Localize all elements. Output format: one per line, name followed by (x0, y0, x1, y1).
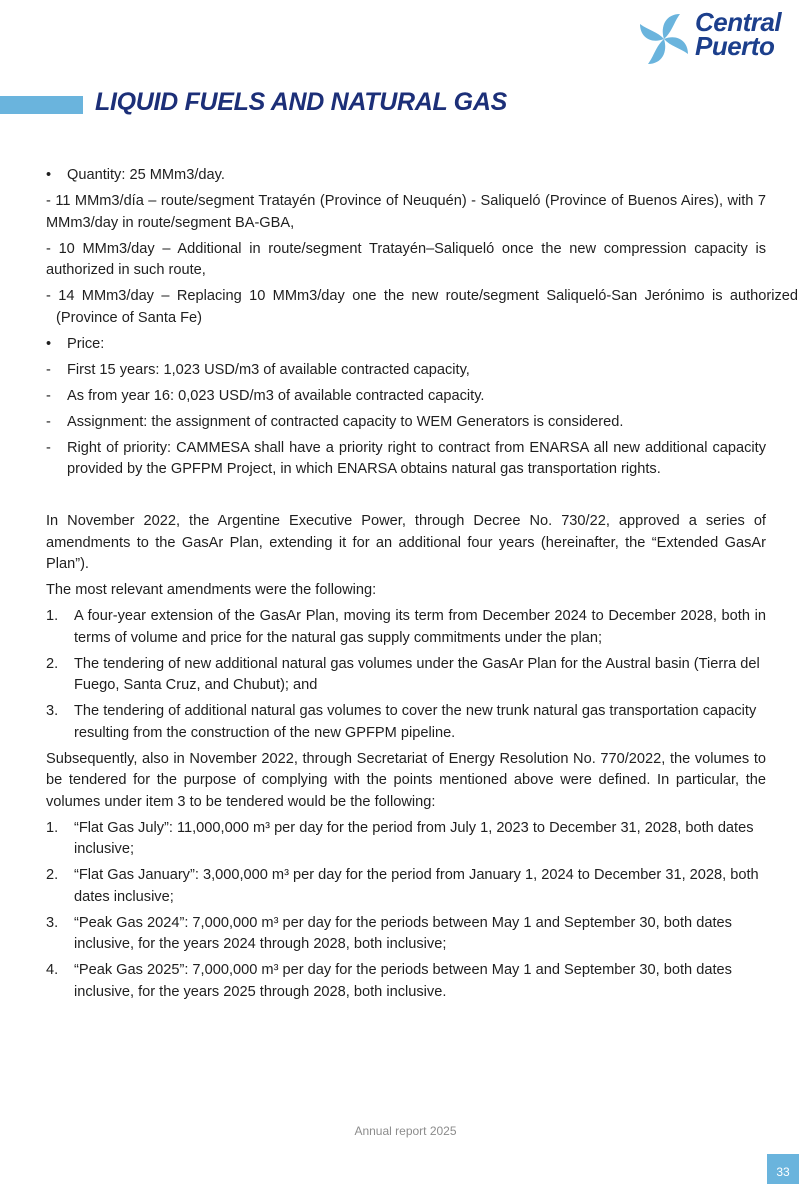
dash-marker: - (46, 439, 51, 456)
price-text-1: First 15 years: 1,023 USD/m3 of available contracted capacity, (67, 361, 470, 378)
volume-text: “Peak Gas 2024”: 7,000,000 m³ per day for the periods between May 1 and September 30, both dates inclusive, for the years 2024 through 2028, both inclusive; (74, 914, 732, 952)
central-puerto-logo (638, 8, 803, 70)
price-item-2 (46, 386, 766, 408)
pinwheel-icon (638, 10, 690, 68)
brand-line-1: Central (695, 7, 782, 37)
amendment-item (46, 606, 766, 649)
dash-marker: - (46, 387, 51, 404)
bullet-marker: • (46, 167, 52, 183)
priority-item (46, 438, 766, 481)
list-number: 3. (46, 914, 59, 931)
amendment-item (46, 654, 766, 697)
quantity-route-3: - 14 MMm3/day – Replacing 10 MMm3/day one the new route/segment Saliqueló-San Jerónimo is authorized (Province of Santa Fe) (46, 288, 798, 326)
title-accent-bar (0, 96, 83, 114)
price-item-1 (46, 360, 766, 382)
volume-item (46, 865, 766, 908)
volume-item (46, 913, 766, 956)
amendment-text: A four-year extension of the GasAr Plan, moving its term from December 2024 to December 2028, both in terms of volume and price for the natural gas supply commitments under the plan; (74, 608, 766, 646)
list-number: 4. (46, 962, 59, 978)
volume-item (46, 818, 766, 861)
amendment-text: The tendering of additional natural gas volumes to cover the new trunk natural gas transportation capacity resulting from the construction of the new GPFPM pipeline. (74, 703, 757, 741)
amendment-text: The tendering of new additional natural gas volumes under the GasAr Plan for the Austral basin (Tierra del Fuego, Santa Cruz, and Chubut); and (74, 655, 760, 693)
footer-text: Annual report 2025 (354, 1124, 457, 1138)
quantity-item (46, 165, 766, 187)
brand-line-2: Puerto (695, 31, 775, 61)
quantity-text: Quantity: 25 MMm3/day. (67, 167, 225, 183)
assignment-item (46, 412, 766, 434)
price-text-2: As from year 16: 0,023 USD/m3 of available contracted capacity. (67, 387, 485, 404)
assignment-text: Assignment: the assignment of contracted capacity to WEM Generators is considered. (67, 413, 624, 430)
resolution-paragraph: Subsequently, also in November 2022, through Secretariat of Energy Resolution No. 770/2022, the volumes to be tendered for the purpose of complying with the points mentioned above were defined. In particular, the volumes under item 3 to be tendered would be the following: (46, 750, 766, 810)
list-number: 2. (46, 655, 59, 672)
list-number: 1. (46, 819, 59, 836)
amendment-item (46, 701, 766, 744)
volume-text: “Flat Gas January”: 3,000,000 m³ per day for the period from January 1, 2024 to December 31, 2028, both dates inclusive; (74, 867, 759, 905)
list-number: 1. (46, 608, 59, 624)
decree-paragraph: In November 2022, the Argentine Executive Power, through Decree No. 730/22, approved a series of amendments to the GasAr Plan, extending it for an additional four years (hereinafter, the “Extended GasAr Plan”). (46, 513, 766, 572)
price-text: Price: (67, 335, 105, 352)
list-number: 2. (46, 867, 59, 883)
quantity-route-1: - 11 MMm3/día – route/segment Tratayén (Province of Neuquén) - Saliqueló (Province of Buenos Aires), with 7 MMm3/day in route/segment BA-GBA, (46, 193, 766, 231)
volume-text: “Flat Gas July”: 11,000,000 m³ per day for the period from July 1, 2023 to December 31, 2028, both dates inclusive; (74, 819, 754, 857)
priority-text: Right of priority: CAMMESA shall have a priority right to contract from ENARSA all new additional capacity provided by the GPFPM Project, in which ENARSA obtains natural gas transportation rights. (67, 439, 766, 477)
page-title: LIQUID FUELS AND NATURAL GAS (95, 88, 507, 116)
volume-item (46, 960, 766, 1003)
main-content (46, 165, 798, 1008)
bullet-marker: • (46, 335, 52, 352)
list-number: 3. (46, 703, 59, 719)
quantity-route-2: - 10 MMm3/day – Additional in route/segment Tratayén–Saliqueló once the new compression capacity is authorized in such route, (46, 240, 766, 278)
page-number: 33 (767, 1154, 799, 1184)
dash-marker: - (46, 361, 51, 378)
volume-text: “Peak Gas 2025”: 7,000,000 m³ per day for the periods between May 1 and September 30, both dates inclusive, for the years 2025 through 2028, both inclusive. (74, 962, 732, 1000)
price-item (46, 334, 766, 356)
dash-marker: - (46, 413, 51, 430)
amendments-intro: The most relevant amendments were the following: (46, 582, 377, 598)
